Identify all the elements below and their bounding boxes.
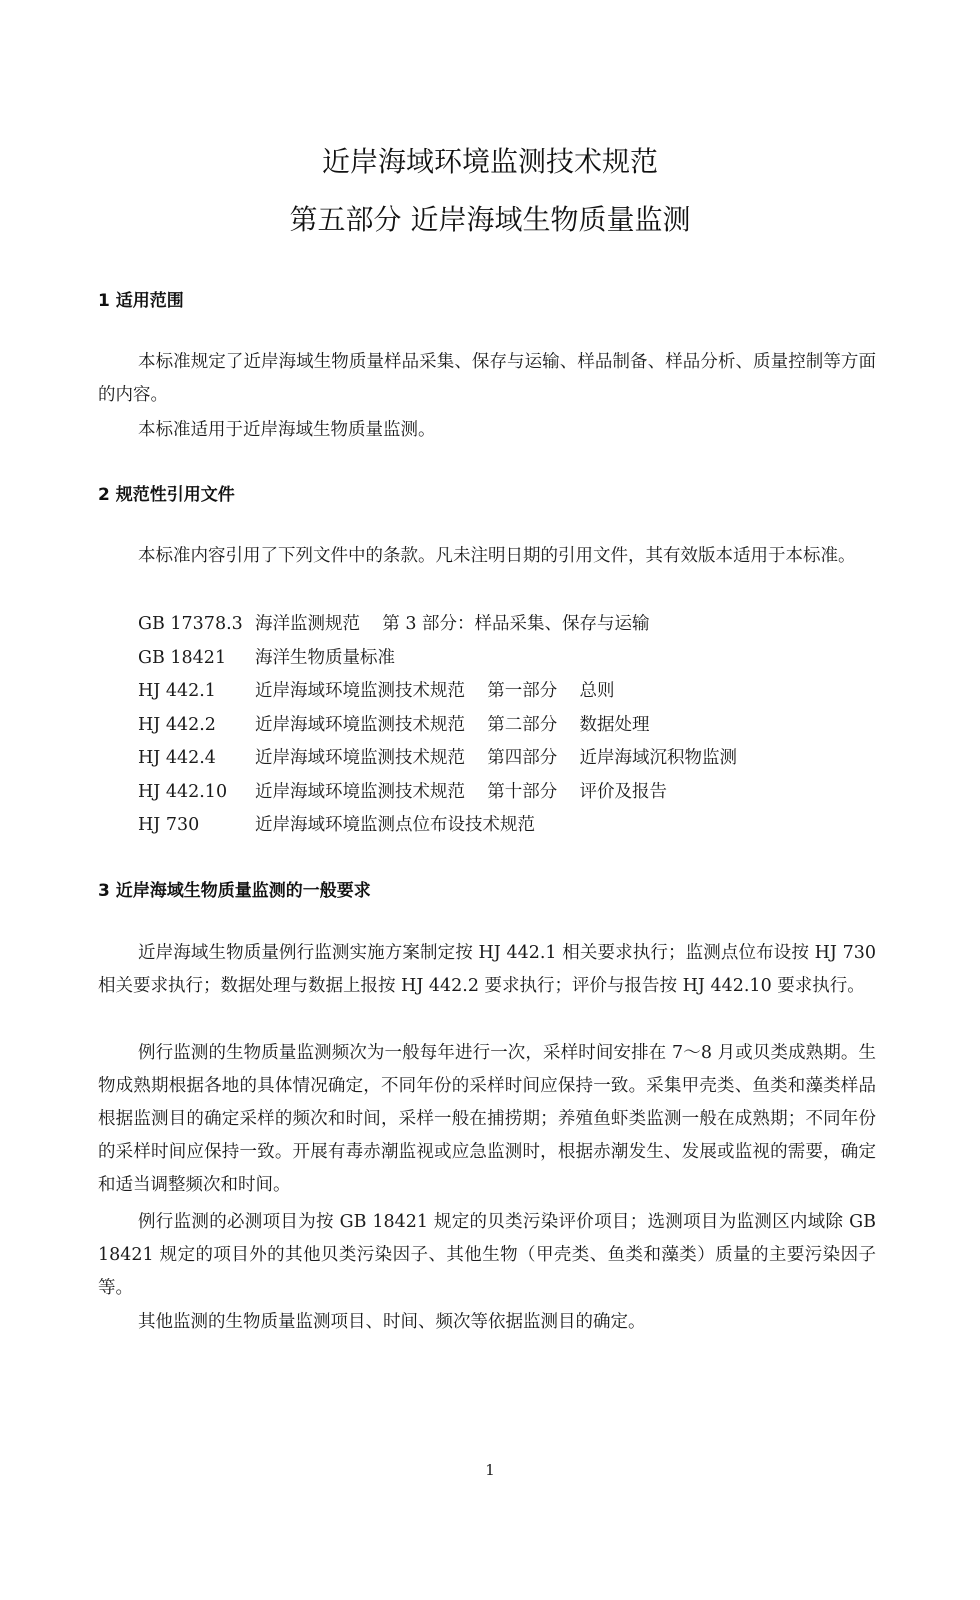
reference-code: HJ 442.4 (138, 748, 216, 768)
reference-title: 近岸海域环境监测技术规范 第二部分 数据处理 (255, 714, 650, 735)
reference-title: 近岸海域环境监测技术规范 第四部分 近岸海域沉积物监测 (255, 748, 738, 768)
reference-code: HJ 442.1 (138, 681, 216, 701)
reference-code: GB 17378.3 (138, 614, 243, 634)
section-2-paragraph-1: 本标准内容引用了下列文件中的条款。凡未注明日期的引用文件，其有效版本适用于本标准。 (138, 546, 856, 566)
reference-item (138, 709, 878, 743)
reference-item (138, 608, 878, 642)
document-subtitle: 第五部分 近岸海域生物质量监测 (289, 203, 691, 236)
section-1-paragraph-1: 本标准规定了近岸海域生物质量样品采集、保存与运输、样品制备、样品分析、质量控制等方面的内容。 (98, 352, 876, 405)
reference-item (138, 675, 878, 709)
reference-code: HJ 442.10 (138, 781, 228, 802)
section-3-paragraph-1: 近岸海域生物质量例行监测实施方案制定按 HJ 442.1 相关要求执行；监测点位布设按 HJ 730 相关要求执行；数据处理与数据上报按 HJ 442.2 要求执行；评价与报告按 HJ 442.10 要求执行。 (98, 943, 876, 996)
section-3-paragraph-2: 例行监测的生物质量监测频次为一般每年进行一次，采样时间安排在 7～8 月或贝类成熟期。生物成熟期根据各地的具体情况确定，不同年份的采样时间应保持一致。采集甲壳类、鱼类和藻类样品根据监测目的确定采样的频次和时间，采样一般在捕捞期；养殖鱼虾类监测一般在成熟期；不同年份的采样时间应保持一致。开展有毒赤潮监视或应急监测时，根据赤潮发生、发展或监视的需要，确定和适当调整频次和时间。 (98, 1043, 876, 1195)
page-number: 1 (485, 1461, 495, 1479)
reference-title: 海洋监测规范 第 3 部分：样品采集、保存与运输 (255, 614, 650, 634)
reference-title: 海洋生物质量标准 (255, 647, 395, 668)
reference-title: 近岸海域环境监测技术规范 第一部分 总则 (255, 681, 615, 701)
reference-item (138, 742, 878, 776)
reference-code: GB 18421 (138, 647, 227, 668)
section-3-paragraph-3: 例行监测的必测项目为按 GB 18421 规定的贝类污染评价项目；选测项目为监测区内域除 GB 18421 规定的项目外的其他贝类污染因子、其他生物（甲壳类、鱼类和藻类）质量的主要污染因子等。 (98, 1212, 876, 1298)
section-1-paragraph-2: 本标准适用于近岸海域生物质量监测。 (138, 420, 436, 440)
reference-title: 近岸海域环境监测点位布设技术规范 (255, 815, 535, 835)
reference-code: HJ 442.2 (138, 714, 216, 735)
reference-code: HJ 730 (138, 815, 200, 835)
section-3-paragraph-4: 其他监测的生物质量监测项目、时间、频次等依据监测目的确定。 (138, 1312, 646, 1332)
reference-item (138, 809, 878, 843)
document-title: 近岸海域环境监测技术规范 (321, 145, 658, 178)
section-heading-normative-references: 2 规范性引用文件 (98, 485, 235, 505)
section-heading-scope: 1 适用范围 (98, 291, 184, 311)
reference-list (138, 608, 878, 843)
reference-item (138, 776, 878, 810)
section-heading-general-requirements: 3 近岸海域生物质量监测的一般要求 (98, 881, 371, 901)
reference-title: 近岸海域环境监测技术规范 第十部分 评价及报告 (255, 781, 668, 802)
reference-item (138, 642, 878, 676)
